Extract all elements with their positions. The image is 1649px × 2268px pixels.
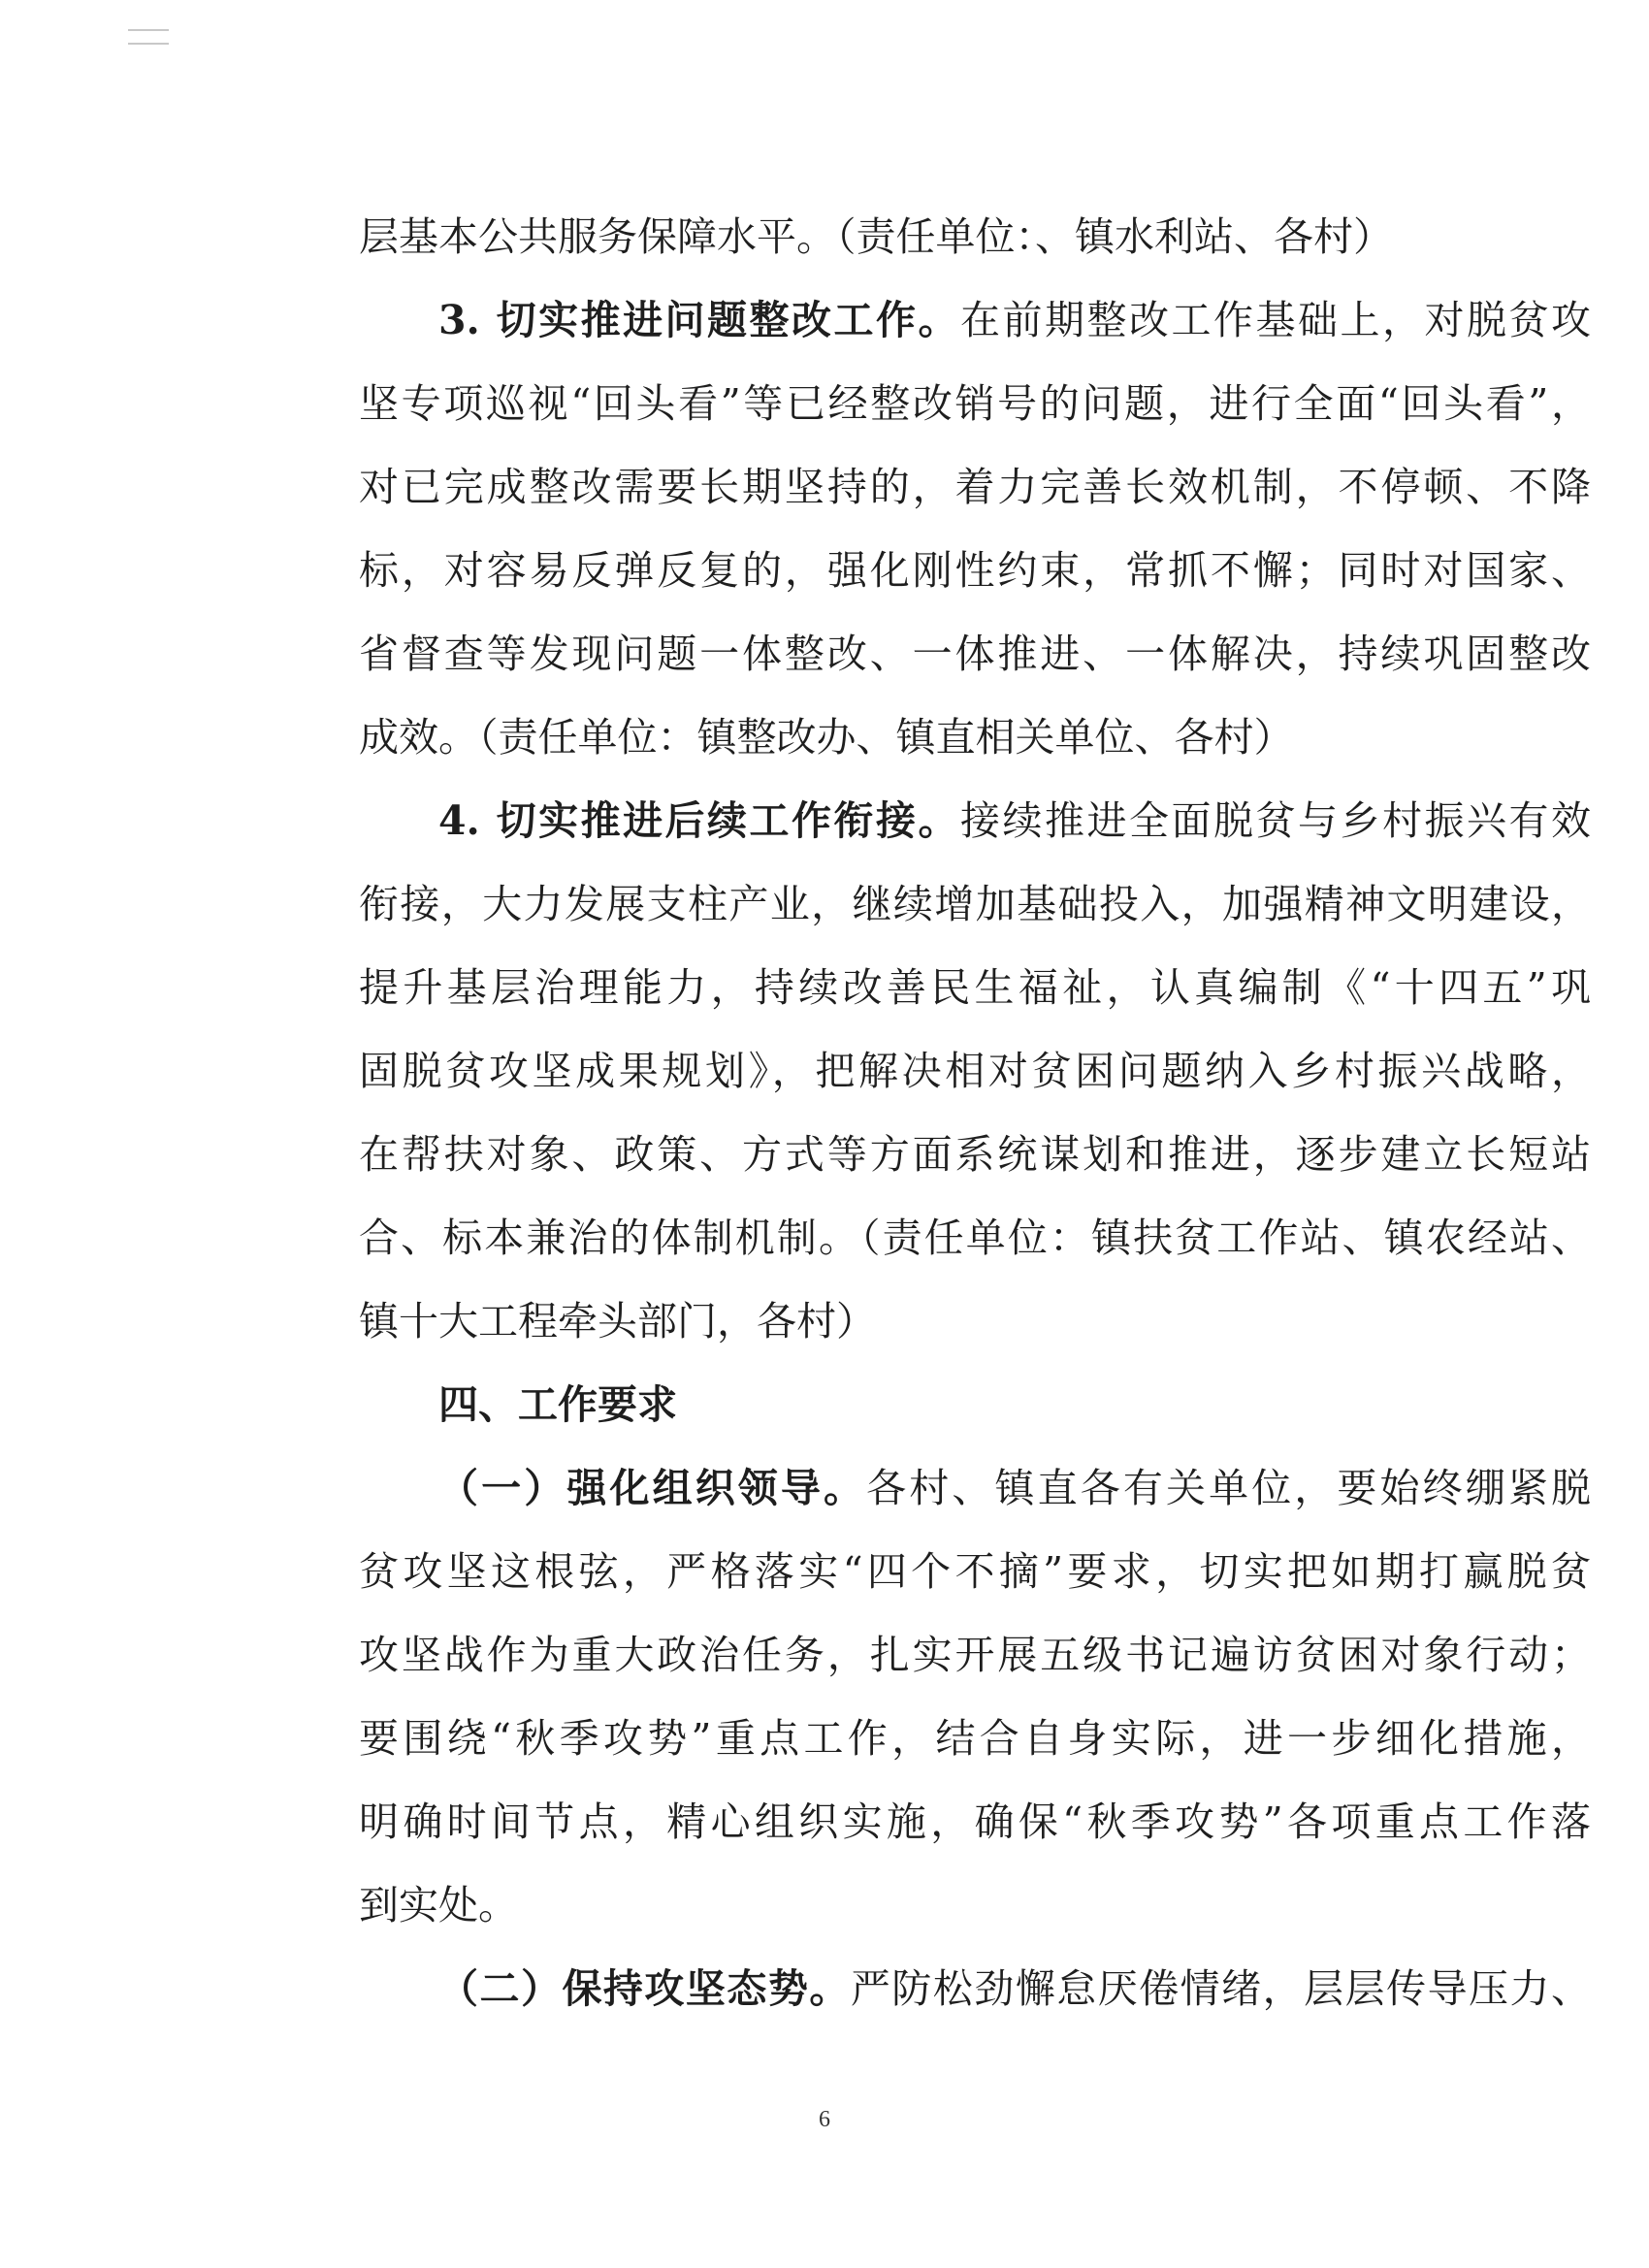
body-line: 明确时间节点，精心组织实施，确保“秋季攻势”各项重点工作落 [359,1798,1591,1845]
body-line: 层基本公共服务保障水平。（责任单位：、镇水利站、各村） [359,213,1393,260]
body-line: 衔接，大力发展支柱产业，继续增加基础投入，加强精神文明建设， [359,881,1591,927]
body-line: 到实处。 [359,1882,518,1928]
item-3-first-line [438,291,1591,349]
item-4-text: 接续推进全面脱贫与乡村振兴有效 [960,797,1591,844]
subsection-2-heading: （二）保持攻坚态势。 [438,1965,851,2012]
scan-mark [128,29,169,31]
item-4-first-line [438,792,1591,850]
body-line: 提升基层治理能力，持续改善民生福祉，认真编制《“十四五”巩 [359,964,1591,1011]
item-4-heading: 4. 切实推进后续工作衔接。 [438,797,961,844]
section-heading: 四、工作要求 [438,1381,677,1428]
body-line: 标，对容易反弹反复的，强化刚性约束，常抓不懈；同时对国家、 [359,547,1591,594]
page-number: 6 [819,2107,830,2132]
item-3-text: 在前期整改工作基础上，对脱贫攻 [960,297,1591,343]
body-line: 坚专项巡视“回头看”等已经整改销号的问题，进行全面“回头看”， [359,380,1591,427]
subsection-2-text: 严防松劲懈怠厌倦情绪，层层传导压力、 [850,1965,1591,2012]
item-3-heading: 3. 切实推进问题整改工作。 [438,297,961,343]
body-line: 攻坚战作为重大政治任务，扎实开展五级书记遍访贫困对象行动； [359,1632,1591,1678]
body-line: 成效。（责任单位：镇整改办、镇直相关单位、各村） [359,714,1294,761]
body-line: 固脱贫攻坚成果规划》，把解决相对贫困问题纳入乡村振兴战略， [359,1048,1591,1094]
body-line: 镇十大工程牵头部门，各村） [359,1298,876,1345]
body-line: 省督查等发现问题一体整改、一体推进、一体解决，持续巩固整改 [359,631,1591,677]
body-line: 要围绕“秋季攻势”重点工作，结合自身实际，进一步细化措施， [359,1715,1591,1762]
scan-mark [128,43,169,45]
subsection-1-text: 各村、镇直各有关单位，要始终绷紧脱 [866,1465,1591,1511]
subsection-1-heading: （一）强化组织领导。 [438,1465,867,1511]
body-line: 对已完成整改需要长期坚持的，着力完善长效机制，不停顿、不降 [359,464,1591,510]
subsection-1-first-line [438,1459,1591,1517]
subsection-2-first-line [438,1960,1591,2018]
body-line: 合、标本兼治的体制机制。（责任单位：镇扶贫工作站、镇农经站、 [359,1215,1591,1261]
body-line: 在帮扶对象、政策、方式等方面系统谋划和推进，逐步建立长短站 [359,1131,1591,1178]
body-line: 贫攻坚这根弦，严格落实“四个不摘”要求，切实把如期打赢脱贫 [359,1548,1591,1595]
